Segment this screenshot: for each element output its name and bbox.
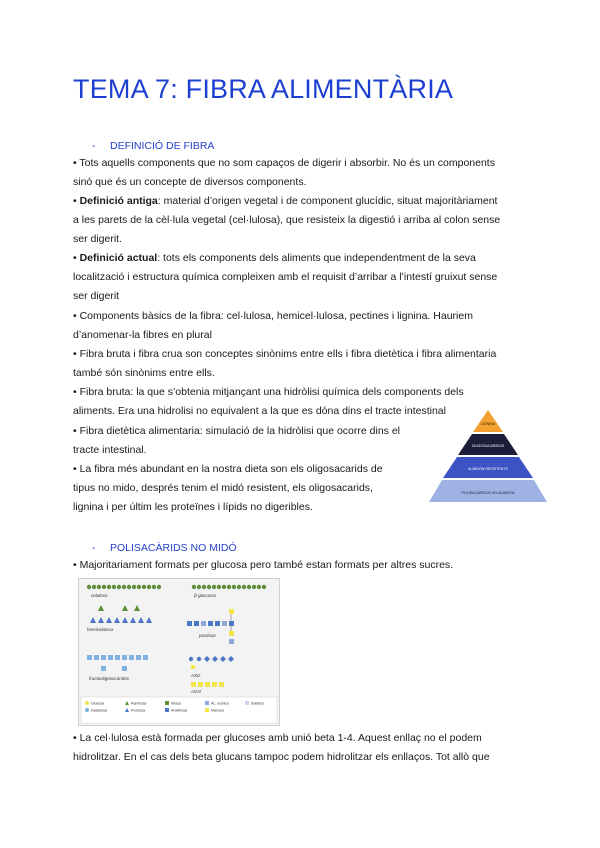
- document-title: TEMA 7: FIBRA ALIMENTÀRIA: [73, 74, 454, 104]
- legend-item: Ramnosa: [131, 701, 147, 706]
- text-line: [73, 192, 500, 211]
- paragraph-dietary-fiber: [73, 422, 400, 460]
- text-line: • Fibra bruta: la que s’obtenia mitjançant una hidròlisi química dels components dels: [73, 386, 464, 398]
- fiber-pyramid-figure: [429, 408, 547, 504]
- paragraph-current-definition: [73, 249, 497, 306]
- text-line: aliments. Era una hidrolisi no equivalent a la que es dóna dins el tracte intestinal: [73, 405, 446, 417]
- text-line: d’anomenar-la fibres en plural: [73, 329, 212, 341]
- legend-item: Arabinosa: [171, 708, 188, 713]
- bold-label: Definició actual: [79, 252, 158, 264]
- hemicelulosa-chain: [87, 605, 152, 632]
- legend-item: Xilosa: [171, 701, 181, 706]
- text-line: • La cel·lulosa està formada per glucoses amb unió beta 1-4. Aquest enllaç no el podem: [73, 732, 482, 744]
- pyramid-label-2: OLIGOSACARIDOS: [471, 444, 505, 448]
- text-line: sinó que és un concepte de diversos components.: [73, 176, 307, 188]
- heading-dash: -: [92, 542, 96, 554]
- text-line: tipus no mido, després tenim el midó resistent, els oligosacarids,: [73, 482, 373, 494]
- text-line: • Fibra dietètica alimentaria: simulació de la hidròlisi que ocorre dins el: [73, 425, 400, 437]
- text-line: • La fibra més abundant en la nostra dieta son els oligosacarids de: [73, 463, 383, 475]
- label-hemicelulosa: hemicelulosa: [87, 627, 114, 632]
- label-fos: fructooligosacáridos: [89, 676, 130, 681]
- paragraph-nsp: [73, 556, 453, 575]
- heading-text: POLISACÀRIDS NO MIDÓ: [110, 542, 237, 554]
- bullet: •: [73, 195, 80, 207]
- axg-agn-chains: [189, 656, 234, 694]
- legend-item: Ác. urónico: [211, 701, 229, 706]
- text-line: ser digerit: [73, 290, 120, 302]
- legend-item: Glucosa: [91, 701, 105, 706]
- paragraph-crude-fiber: [73, 383, 464, 421]
- paragraph-synonyms: [73, 345, 496, 383]
- paragraph-abundant-fiber: [73, 460, 383, 517]
- text-line: també són sinònims entre ells.: [73, 367, 215, 379]
- diagram-graphic: [79, 579, 279, 725]
- heading-dash: -: [92, 140, 96, 152]
- paragraph-definition: [73, 154, 495, 192]
- celulosa-chain: [87, 585, 161, 598]
- paragraph-components: [73, 307, 473, 345]
- label-axg: AXG: [191, 673, 201, 678]
- line-text: : tots els components dels aliments que independentment de la seva: [157, 252, 476, 264]
- section-heading-definicio: [92, 140, 214, 152]
- pyramid-label-1: LIGNINA: [480, 422, 496, 426]
- beta-glucanos-chain: [192, 585, 266, 598]
- line-text: : material d’origen vegetal i de component glucídic, situat majoritàriament: [157, 195, 498, 207]
- label-beta-glucanos: β-glucanos: [194, 593, 217, 598]
- pyramid-label-4: POLISACÁRIDOS NO ALMIDÓN: [461, 491, 515, 495]
- pyramid-level-1: [473, 410, 503, 432]
- text-line: lignina i per últim les proteïnes i lípids no digeribles.: [73, 501, 313, 513]
- legend-item: Fructosa: [131, 708, 145, 713]
- bold-label: Definició antiga: [79, 195, 158, 207]
- text-line: • Fibra bruta i fibra crua son conceptes sinònims entre ells i fibra dietètica i fibra alimentaria: [73, 348, 497, 360]
- polysaccharide-diagram: [78, 578, 280, 726]
- text-line: ser digerit.: [73, 233, 123, 245]
- section-heading-polisacarids: [92, 542, 237, 554]
- text-line: • Majoritariament formats per glucosa pero també estan formats per altres sucres.: [73, 559, 454, 571]
- text-line: tracte intestinal.: [73, 444, 147, 456]
- diagram-legend: [81, 697, 277, 723]
- pectinas-chain: [187, 609, 234, 644]
- fos-chain: [87, 655, 148, 681]
- label-pectinas: pectinas: [199, 633, 216, 638]
- heading-text: DEFINICIÓ DE FIBRA: [110, 140, 215, 152]
- paragraph-cellulose: [73, 729, 490, 767]
- legend-item: Manosa: [211, 708, 224, 713]
- label-celulosa: celulosa: [91, 593, 108, 598]
- label-agn: AGN: [191, 689, 201, 694]
- text-line: a les parets de la cèl·lula vegetal (cel·lulosa), que resisteix la digestió i arriba al colon sense: [73, 214, 501, 226]
- text-line: • Components bàsics de la fibra: cel·lulosa, hemicel·lulosa, pectines i lignina. Hauriem: [73, 310, 473, 322]
- text-line: localització i estructura química compleixen amb el requisit d’arribar a l’intestí gruixut sense: [73, 271, 498, 283]
- legend-item: Galactosa: [91, 708, 108, 713]
- paragraph-old-definition: [73, 192, 500, 249]
- text-line: • Tots aquells components que no som capaços de digerir i absorbir. No és un components: [73, 157, 495, 169]
- pyramid-label-3: ALMIDÓN RESISTENTE: [468, 467, 508, 471]
- legend-item: Sulfatos: [251, 701, 264, 706]
- text-line: hidrolitzar. En el cas dels beta glucans tampoc podem hidrolitzar els enllaços. Tot allò que: [73, 751, 490, 763]
- text-line: [73, 249, 497, 268]
- bullet: •: [73, 252, 80, 264]
